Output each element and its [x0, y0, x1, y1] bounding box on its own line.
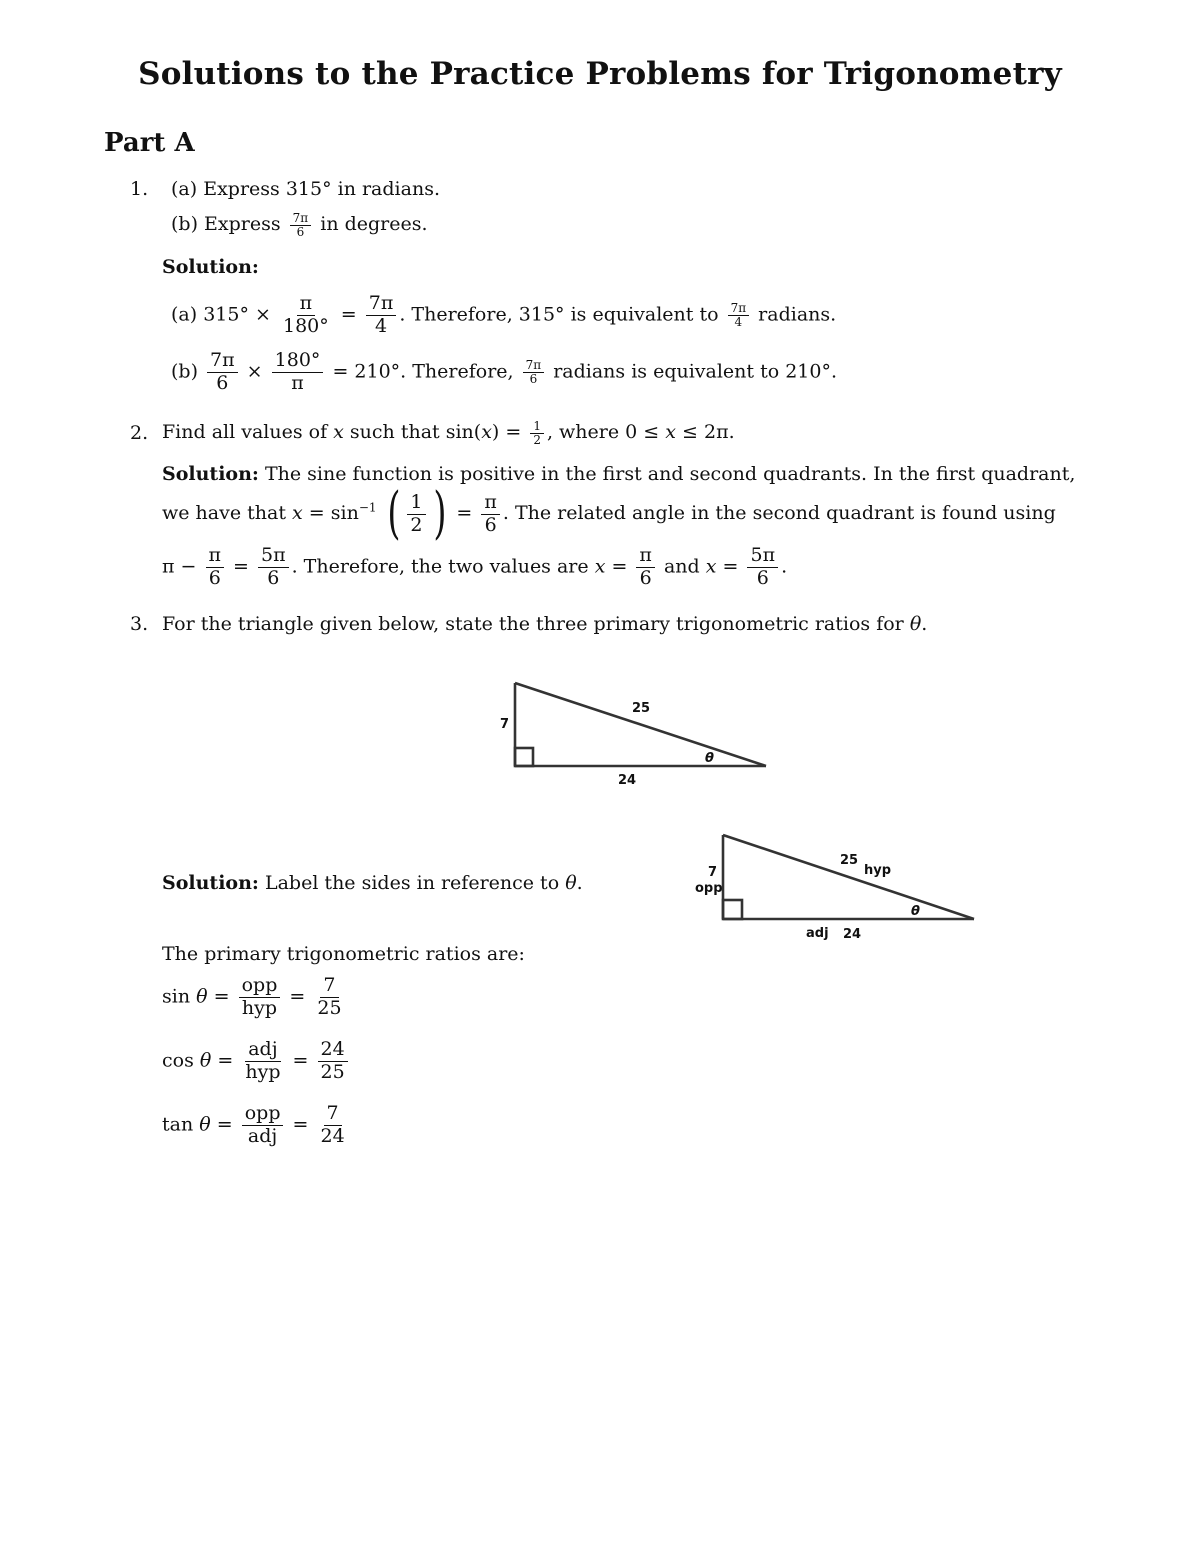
- q2-l2-frac2: $\frac{\pi}{6}$: [481, 492, 500, 537]
- q2-solution-line1: [162, 463, 1075, 485]
- sin-eq1: =: [213, 985, 230, 1008]
- q1b-label: (b): [171, 213, 198, 236]
- q1a-question: [171, 178, 440, 200]
- page-title: Solutions to the Practice Problems for Trigonometry: [138, 56, 1062, 92]
- sin-eq2: =: [289, 985, 306, 1008]
- q2-text-mid: such that sin(: [349, 421, 482, 444]
- tri1-label-25: 25: [632, 701, 651, 716]
- q2-l3-frac1: $\frac{\pi}{6}$: [206, 545, 225, 590]
- q3-sol-theta: θ: [565, 872, 577, 894]
- q1sb-times: ×: [246, 360, 263, 383]
- q2-l3-and: and: [663, 555, 700, 578]
- tri2-label-7: 7: [708, 865, 718, 880]
- q3-theta: θ: [909, 613, 922, 635]
- tri1-label-theta: θ: [705, 751, 714, 766]
- q2-l3-x2: x: [705, 555, 717, 578]
- tan-eq2: =: [292, 1113, 309, 1136]
- q1sa-frac1: $\frac{\pi}{180^\circ}$: [282, 292, 329, 337]
- tri2-label-adj: adj: [806, 926, 829, 941]
- q3-ratios-intro: The primary trigonometric ratios are:: [162, 943, 525, 965]
- q1sb-label: (b): [171, 360, 198, 383]
- tan-eq1: =: [216, 1113, 233, 1136]
- triangle-diagram-2: [690, 822, 990, 950]
- sin-ratio: [162, 975, 348, 1020]
- q2-l3-eq3: =: [722, 555, 739, 578]
- q1a-text: Express 315° in radians.: [203, 178, 440, 200]
- q1a-label: (a): [171, 178, 198, 200]
- q2-l3-end: .: [781, 555, 788, 578]
- q2-var-x: x: [333, 421, 344, 444]
- q1sa-frac2: $\frac{7\pi}{4}$: [366, 293, 397, 338]
- cos-ratio: [162, 1039, 351, 1084]
- q1sb-frac2: $\frac{180^\circ}{\pi}$: [272, 350, 324, 395]
- triangle-diagram-1: [490, 670, 790, 795]
- q1sa-end: radians.: [758, 303, 837, 326]
- q2-solution-line2: [162, 481, 1056, 546]
- q1b-fraction: $\frac{7\pi}{6}$: [290, 212, 312, 238]
- tan-theta: θ: [199, 1113, 211, 1136]
- tri2-label-theta: θ: [911, 904, 920, 919]
- q1-solution-label: Solution:: [162, 256, 259, 278]
- q2-l3-text: . Therefore, the two values are: [291, 555, 589, 578]
- cos-theta: θ: [199, 1049, 212, 1072]
- q2-text-mid2: ) =: [491, 421, 522, 444]
- cos-lhs: cos: [162, 1049, 194, 1072]
- q3-sol-dot: .: [576, 872, 583, 894]
- q1sa-eq: =: [340, 303, 357, 326]
- q2-l3-eq2: =: [611, 555, 628, 578]
- q2-solution-line3: [162, 545, 787, 590]
- q2-l3-x: x: [594, 555, 606, 578]
- q2-l3-frac2: $\frac{5\pi}{6}$: [258, 545, 289, 590]
- q3-dot: .: [921, 613, 928, 635]
- q2-l2-post: . The related angle in the second quadrant is found using: [502, 502, 1056, 524]
- q1sb-frac1: $\frac{7\pi}{6}$: [207, 350, 238, 395]
- q2-paren-left: (: [386, 481, 401, 546]
- q1-number: 1.: [130, 178, 149, 200]
- q2-text-post2: ≤ 2π.: [682, 421, 735, 444]
- part-heading: Part A: [104, 128, 195, 158]
- tri1-label-7: 7: [500, 717, 510, 732]
- q2-text-post: , where 0 ≤: [546, 421, 660, 444]
- cos-eq2: =: [292, 1049, 309, 1072]
- tan-ratio: [162, 1103, 351, 1148]
- q1sa-frac3: $\frac{7\pi}{4}$: [728, 302, 750, 328]
- q2-number: 2.: [130, 422, 149, 444]
- q2-l3-frac3: $\frac{\pi}{6}$: [636, 545, 655, 590]
- q1sb-text: = 210°. Therefore,: [332, 360, 514, 383]
- q3-question: [162, 613, 927, 635]
- q2-l3-eq: =: [233, 555, 249, 578]
- tri2-label-hyp: hyp: [864, 863, 892, 878]
- q1b-text-post: in degrees.: [320, 213, 428, 236]
- q1sb-end: radians is equivalent to 210°.: [553, 360, 838, 383]
- q2-var-x3: x: [665, 421, 676, 444]
- q1sa-label: (a): [171, 303, 198, 326]
- sin-theta: θ: [196, 985, 208, 1008]
- q2-l2-frac: $\frac{1}{2}$: [407, 492, 425, 537]
- q2-l2-eq: = sin: [308, 502, 359, 524]
- cos-eq1: =: [217, 1049, 234, 1072]
- q1-solution-a: [171, 293, 836, 338]
- q2-var-x2: x: [481, 421, 492, 444]
- tri2-right-angle-mark: [723, 900, 742, 919]
- q2-half: $\frac{1}{2}$: [530, 420, 544, 446]
- q2-question: [162, 420, 735, 446]
- sin-lhs: sin: [162, 985, 191, 1008]
- q1b-question: [171, 212, 428, 238]
- cos-frac2: $\frac{24}{25}$: [318, 1039, 348, 1084]
- q2-l3-pi: π −: [162, 555, 197, 578]
- tan-lhs: tan: [162, 1113, 194, 1136]
- q2-paren-right: ): [432, 481, 447, 546]
- q2-l2-sup: −1: [358, 500, 377, 515]
- q2-l2-eq2: =: [456, 502, 473, 524]
- q1sb-frac3: $\frac{7\pi}{6}$: [523, 359, 545, 385]
- q3-solution-line: [162, 872, 583, 894]
- q2-text-pre: Find all values of: [162, 421, 328, 444]
- tri1-right-angle-mark: [515, 748, 533, 766]
- tri1-label-24: 24: [618, 773, 637, 788]
- q3-text: For the triangle given below, state the three primary trigonometric ratios for: [162, 613, 904, 635]
- q1sa-lhs: 315° ×: [203, 303, 271, 326]
- tri2-label-24: 24: [843, 927, 862, 942]
- cos-frac1: $\frac{\text{adj}}{\text{hyp}}$: [245, 1038, 281, 1083]
- tri2-hypotenuse: [723, 835, 974, 919]
- q2-solution-label: Solution:: [162, 463, 259, 485]
- sin-frac1: $\frac{\text{opp}}{\text{hyp}}$: [239, 975, 281, 1020]
- q3-solution-text: Label the sides in reference to: [264, 872, 560, 894]
- q1sa-text: . Therefore, 315° is equivalent to: [399, 303, 719, 326]
- q3-solution-label: Solution:: [162, 872, 259, 894]
- q2-l2-x: x: [292, 502, 303, 524]
- q3-number: 3.: [130, 613, 149, 635]
- tri1-hypotenuse: [515, 683, 766, 766]
- sin-frac2: $\frac{7}{25}$: [317, 974, 342, 1019]
- tri2-label-opp: opp: [695, 881, 723, 896]
- q2-sol-line1-text: The sine function is positive in the first and second quadrants. In the first quadrant,: [264, 463, 1076, 485]
- tan-frac2: $\frac{7}{24}$: [320, 1102, 345, 1147]
- q1b-text-pre: Express: [204, 213, 281, 236]
- tri2-label-25: 25: [840, 853, 859, 868]
- q2-l2-pre: we have that: [162, 502, 286, 524]
- tan-frac1: $\frac{\text{opp}}{\text{adj}}$: [242, 1103, 284, 1148]
- q1-solution-b: [171, 350, 837, 395]
- q2-l3-frac4: $\frac{5\pi}{6}$: [747, 545, 778, 590]
